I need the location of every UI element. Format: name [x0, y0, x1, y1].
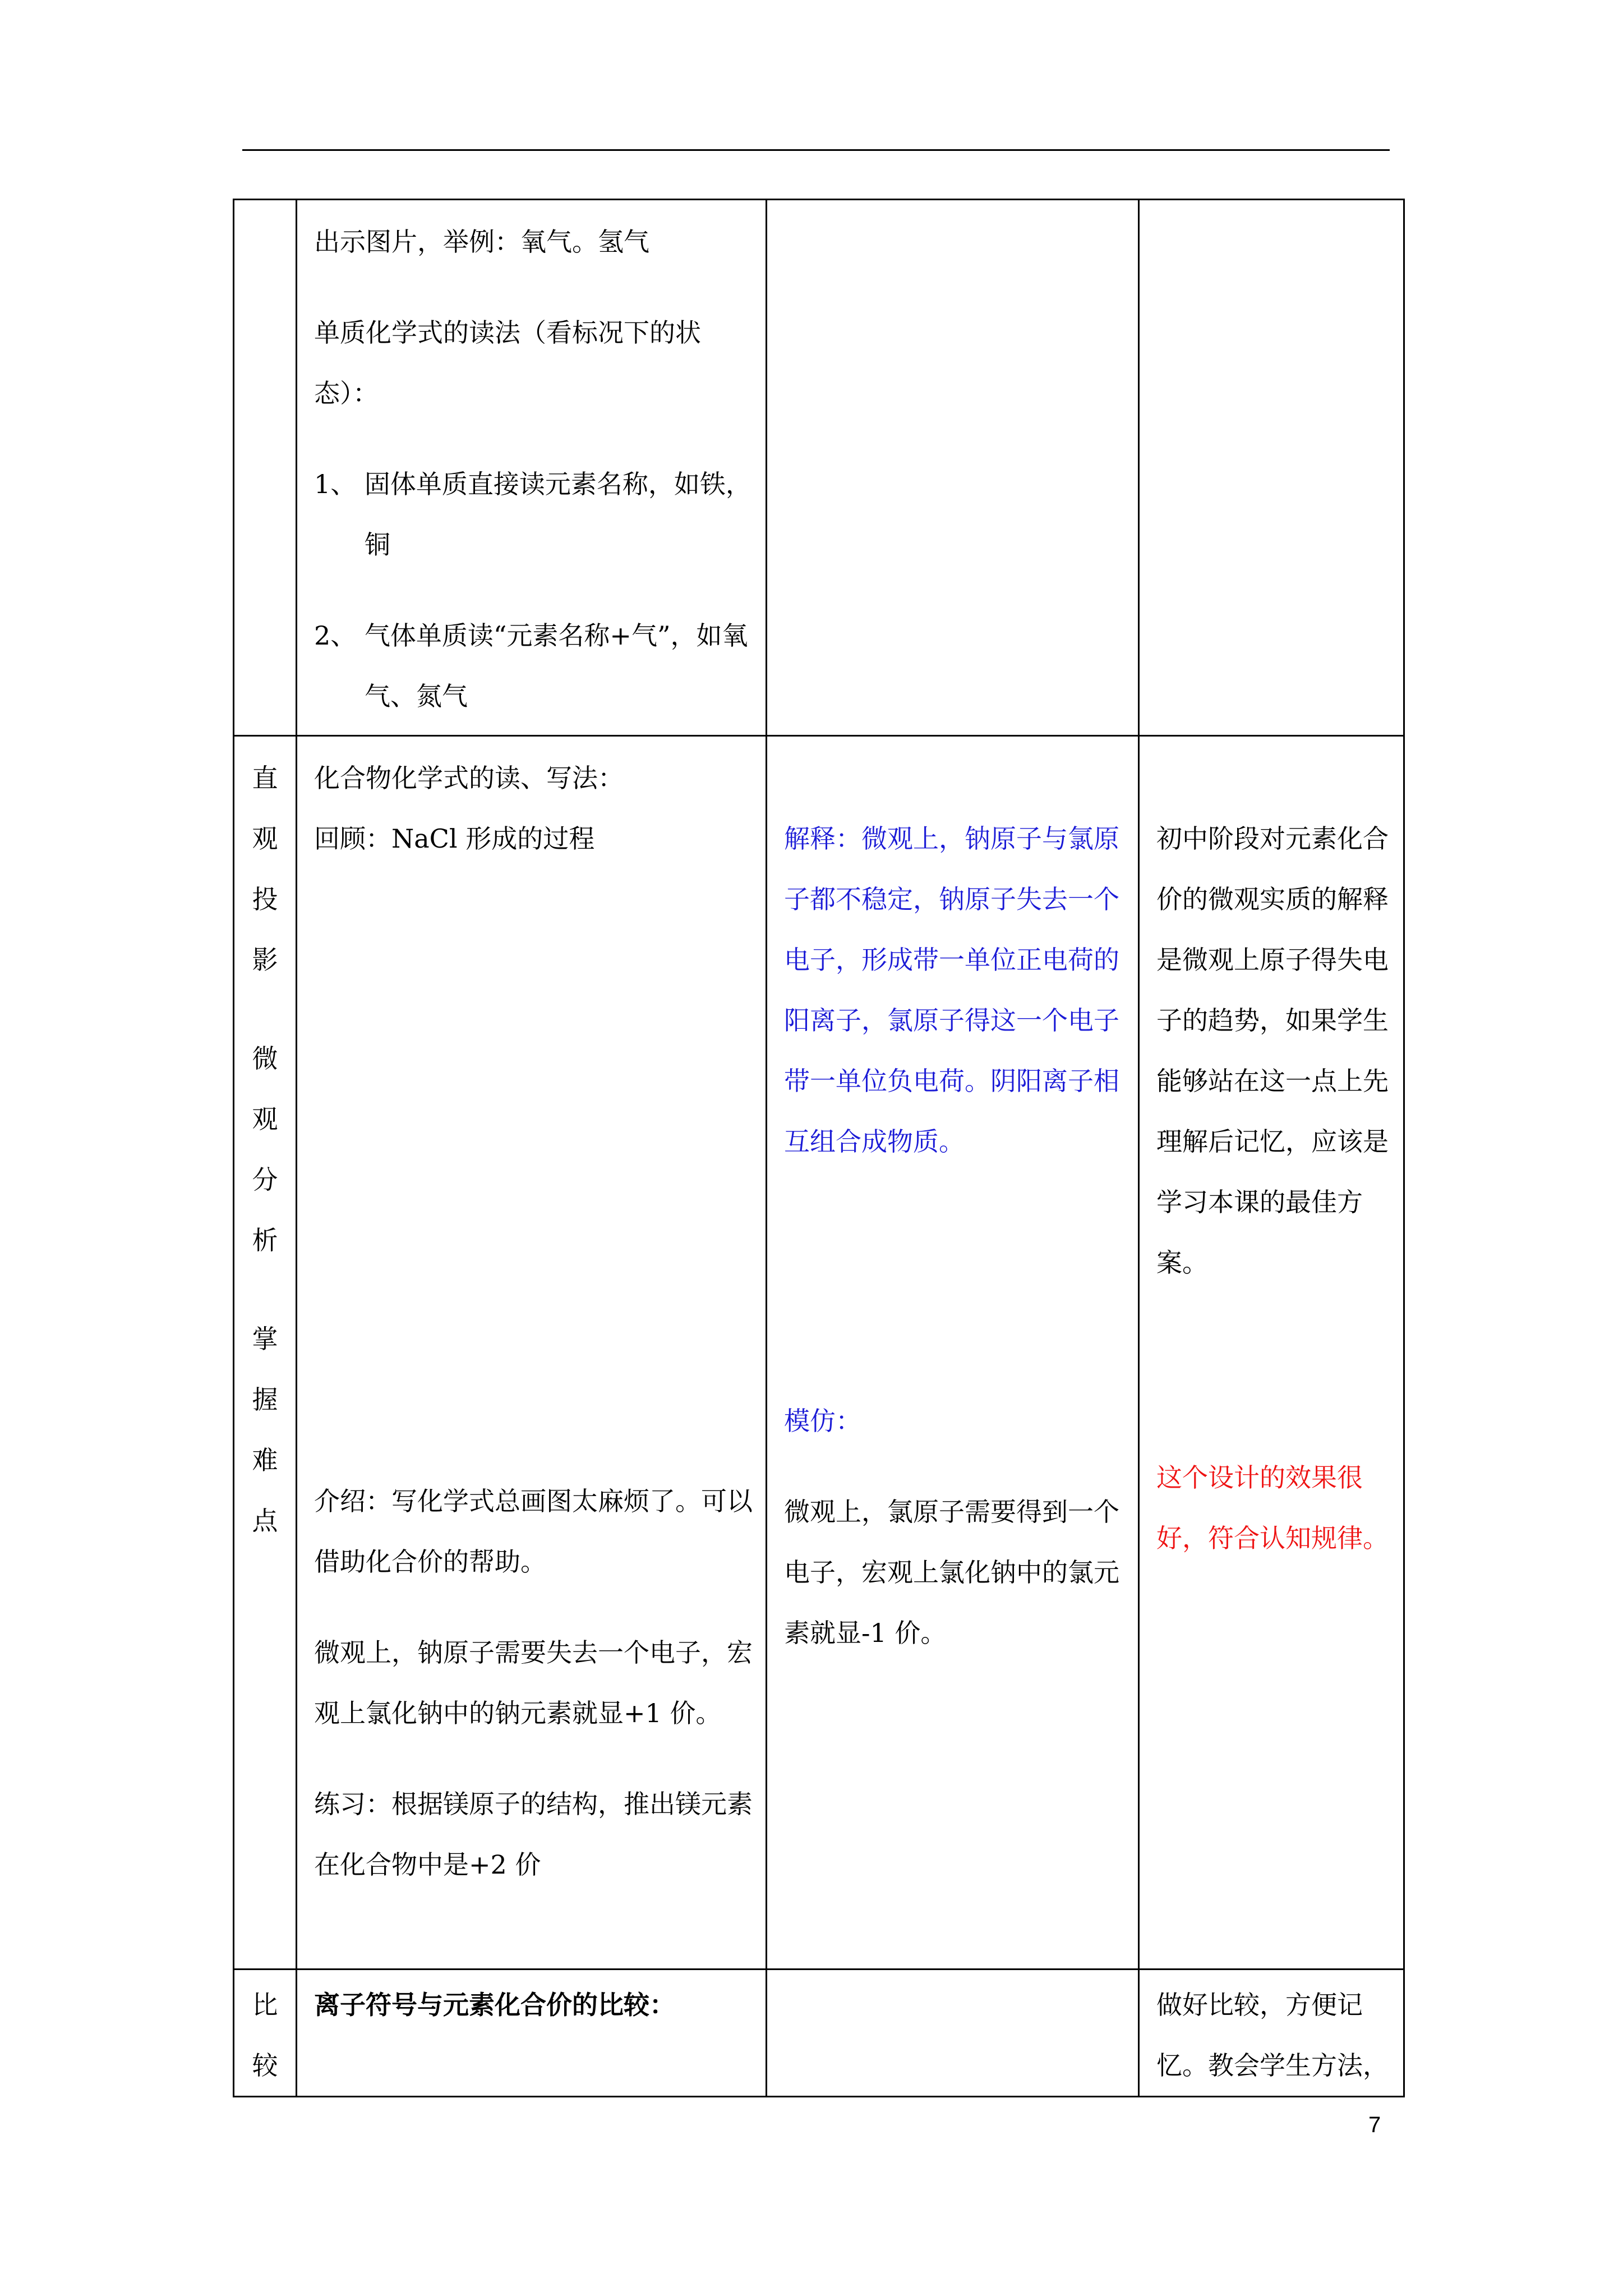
stage-char: 直 [252, 763, 278, 793]
stage-char: 分 [252, 1165, 278, 1195]
stage-char: 影 [252, 945, 278, 975]
list-item: 2、 气体单质读“元素名称+气”，如氧气、氮气 [314, 620, 748, 711]
stage-char: 握 [252, 1384, 278, 1415]
lesson-plan-table [233, 199, 1405, 2097]
teacher-activity-cell [297, 736, 767, 1970]
table-row [234, 200, 1404, 736]
stage-char: 观 [252, 1104, 278, 1134]
text-line: 出示图片，举例：氧气。氢气 [314, 227, 649, 257]
student-activity-cell [767, 736, 1139, 1970]
section-heading: 离子符号与元素化合价的比较： [314, 1990, 675, 2020]
text-line: 微观上，钠原子需要失去一个电子，宏观上氯化钠中的钠元素就显+1 价。 [314, 1637, 753, 1728]
header-rule [242, 149, 1390, 151]
stage-char: 点 [252, 1506, 278, 1536]
page-number: 7 [1368, 2113, 1381, 2137]
table-row [234, 736, 1404, 1970]
text-line: 单质化学式的读法（看标况下的状态）： [314, 318, 701, 408]
design-intent-cell [1139, 200, 1404, 736]
stage-char: 微 [252, 1043, 278, 1074]
stage-cell [234, 200, 297, 736]
stage-cell [234, 1970, 297, 2097]
table-row [234, 1970, 1404, 2097]
student-activity-cell [767, 200, 1139, 736]
student-activity-cell [767, 1970, 1139, 2097]
stage-cell [234, 736, 297, 1970]
stage-char: 析 [252, 1225, 278, 1255]
teacher-activity-cell [297, 1970, 767, 2097]
text-line: 微观上，氯原子需要得到一个电子，宏观上氯化钠中的氯元素就显-1 价。 [784, 1497, 1119, 1648]
design-note: 初中阶段对元素化合价的微观实质的解释是微观上原子得失电子的趋势，如果学生能够站在这一点上先理解后记忆，应该是学习本课的最佳方案。 [1156, 823, 1389, 1278]
evaluation-note: 这个设计的效果很好，符合认知规律。 [1156, 1462, 1389, 1553]
stage-char: 观 [252, 823, 278, 854]
stage-char: 比 [252, 1990, 278, 2020]
text-line: 化合物化学式的读、写法： [314, 763, 624, 793]
stage-char: 掌 [252, 1324, 278, 1354]
imitation-label: 模仿： [784, 1406, 861, 1436]
design-intent-cell [1139, 1970, 1404, 2097]
text-line: 介绍：写化学式总画图太麻烦了。可以借助化合价的帮助。 [314, 1486, 753, 1577]
stage-char: 投 [252, 884, 278, 914]
text-line: 回顾：NaCl 形成的过程 [314, 823, 595, 854]
explanation-text: 解释：微观上，钠原子与氯原子都不稳定，钠原子失去一个电子，形成带一单位正电荷的阳离子，氯原子得这一个电子带一单位负电荷。阴阳离子相互组合成物质。 [784, 823, 1119, 1157]
text-line: 练习：根据镁原子的结构，推出镁元素在化合物中是+2 价 [314, 1789, 753, 1880]
stage-char: 较 [252, 2050, 278, 2081]
list-item: 1、 固体单质直接读元素名称，如铁，铜 [314, 469, 751, 560]
stage-char: 难 [252, 1445, 278, 1475]
design-intent-cell [1139, 736, 1404, 1970]
teacher-activity-cell [297, 200, 767, 736]
design-note: 做好比较，方便记忆。教会学生方法， [1156, 1990, 1389, 2081]
